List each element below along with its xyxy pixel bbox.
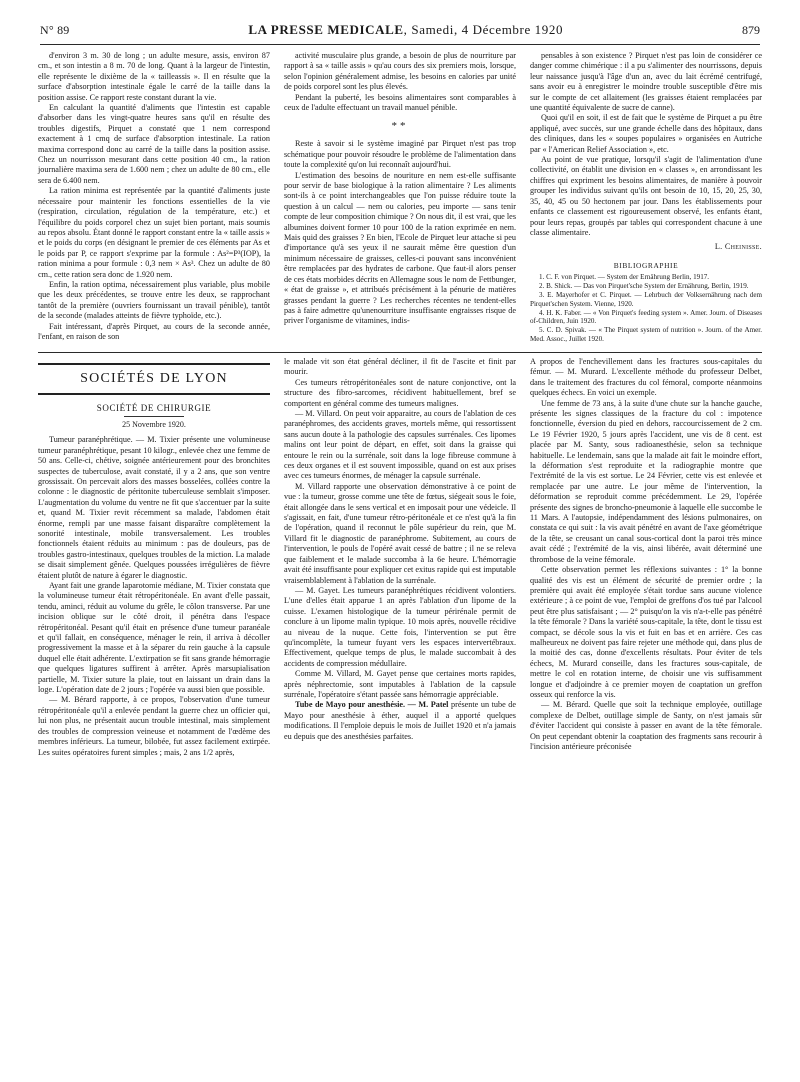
paragraph: — M. Bérard rapporte, à ce propos, l'observation d'une tumeur rétropéritonéale qu'il a enlevée pendant la guerre chez un officier qui, lui non plus, ne présentait aucun trouble intestinal, mais simplement des troubles de compression veineuse et notamment de l'œdème des membres inférieurs. La tumeur, bilobée, fut assez facilement extirpée. Les suites opératoires furent simples ; mais, 2 ans 1/2 après, (38, 695, 270, 757)
section-break-ornament: ** (391, 120, 409, 133)
paragraph: d'environ 3 m. 30 de long ; un adulte mesure, assis, environ 87 cm., et son intestin a 8 m. 70 de long. Quant à la largeur de l'intestin, elle représente le dixième de la « tailleassis ». Il en résulte que la surface d'absorption intestinale égale le carré de la taille dans la position assise. Ce rapport reste constant durant la vie. (38, 51, 270, 102)
paragraph: — M. Bérard. Quelle que soit la technique employée, outillage complexe de Delbet, outillage simple de Santy, on n'est jamais sûr d'éviter l'accident qui consiste à passer en avant de la tête fémorale. On peut cependant obtenir la coaptation des fragments sans recourir à l'incision antérieure préconisée (530, 700, 762, 752)
section-divider-wrap (0, 344, 800, 353)
paragraph: Quoi qu'il en soit, il est de fait que le système de Pirquet a pu être appliqué, avec succès, sur une grande échelle dans des hôpitaux, dans des cliniques, dans les « soupes populaires » organisées en Autriche par « l'American Relief Association », etc. (530, 113, 762, 154)
societes-column-2 (284, 357, 516, 758)
bibliography-heading: BIBLIOGRAPHIE (613, 260, 679, 270)
bibliography-item: 5. C. D. Spivak. — « The Pirquet system of nutrition ». Journ. of the Amer. Med. Assoc., Juillet 1920. (530, 326, 762, 344)
bibliography-item: 3. E. Mayerhofer et C. Pirquet. — Lehrbuch der Volksernährung nach dem Pirquet'schen System. Vienne, 1920. (530, 290, 762, 308)
publication-date: , Samedi, 4 Décembre 1920 (403, 22, 564, 37)
column-2 (284, 51, 516, 344)
meeting-date: 25 Novembre 1920. (122, 420, 186, 430)
column-3 (530, 51, 762, 344)
subsection-heading (284, 700, 516, 742)
paragraph: Enfin, la ration optima, nécessairement plus variable, plus mobile que les deux précédentes, se trouve entre les deux, se rapprochant tantôt de la première (ouvriers fournissant un travail pénible), tantôt de la seconde (malades atteints de fièvre typhoïde, etc.). (38, 279, 270, 321)
bibliography-item: 4. H. K. Faber. — « Von Pirquet's feeding system ». Amer. Journ. of Diseases of-Children, Juin 1920. (530, 308, 762, 326)
paragraph: Pendant la puberté, les besoins alimentaires sont comparables à ceux de l'adulte effectuant un travail manuel pénible. (284, 92, 516, 113)
column-1 (38, 51, 270, 344)
paragraph: activité musculaire plus grande, a besoin de plus de nourriture par rapport à sa « taille assis » qu'au cours des six premiers mois, lorsque, selon l'opinion généralement admise, les besoins en calories par unité de poids corporel sont les plus élevés. (284, 51, 516, 92)
publication-name: LA PRESSE MEDICALE (248, 22, 404, 37)
section-title: SOCIÉTÉS DE LYON (38, 363, 270, 395)
paragraph: Fait intéressant, d'après Pirquet, au cours de la seconde année, l'enfant, en raison de son (38, 321, 270, 341)
societes-column-1 (38, 357, 270, 758)
societes-columns (0, 353, 800, 758)
paragraph: L'estimation des besoins de nouriture en nem est-elle suffisante pour servir de base biologique à la ration alimentaire ? Les aliments sont-ils à ce point interchangeables que l'on puisse réduire toute la question à un calcul — nem ou calories, peu importe — sans tenir compte de leur composition chimique ? On nous dit, il est vrai, que les albumines doivent former 10 pour 100 de la ration exprimée en nem. Mais quid des graisses ? En bien, l'Ecole de Pirquet leur attache si peu d'importance qu'à ses yeux il ne saurait même être question d'un minimum nécessaire de graisses, celles-ci pouvant sans inconvénient être remplacées par des hydrates de carbone. Que faut-il alors penser de ces états morbides décrits en Allemagne sous le nom de Fettbunger, « état de graisse », et attribués précisément à la pénurie de matières grasses pendant la guerre ? Les recherches récentes ne tendent-elles pas à faire admettre qu'unenourriture insuffisante engraisses risque de priver l'organisme de vitamines, indis- (284, 170, 516, 326)
publication-title (69, 22, 742, 38)
paragraph: M. Villard rapporte une observation démonstrative à ce point de vue : la tumeur, grosse comme une tête de fœtus, siégeait sous le foie, était allongée dans le sens vertical et en imposait pour une védeicle. Il s'agissait, en fait, d'une tumeur rétro-péritonéale et ce n'est qu'à la fin de l'opération, quand il reconnut le pôle supérieur du rein, que M. Villard fit le diagnostic de paranéphrome. Subitement, au cours de l'intervention, le pouls de l'opéré avait cessé de battre ; il ne se releva que faiblement et le malade succomba à la 6e heure. L'hémorragie avait été insuffisante pour expliquer cet exitus rapide qui est imputable vraisemblablement à l'ablation de la surrénale. (284, 481, 516, 585)
paragraph: A propos de l'enchevillement dans les fractures sous-capitales du fémur. — M. Murard. L'excellente méthode du professeur Delbet, dans le traitement des fractures du col fémoral, comporte néanmoins quelques échecs. En voici un exemple. (530, 356, 762, 398)
tube-mayo-title: Tube de Mayo pour anesthésie. — M. Patel (295, 700, 449, 710)
paragraph: En calculant la quantité d'aliments que l'intestin est capable d'absorber dans les vingt-quatre heures sans qu'il en résulte des troubles digestifs, Pirquet a constaté que 1 nem correspond exactement à 1 cmq de surface d'absorption intestinale. La ration maxima correspond donc au carré de la taille dans la position assise. Chez un nourrisson mesurant dans cette position 40 cm., la ration journalière maxima sera de 1.600 nem ; chez un adulte de 80 cm., elle sera de 6.400 nem. (38, 103, 270, 185)
top-article-columns (0, 45, 800, 344)
article-signature: L. Cheinisse. (714, 242, 762, 252)
tube-mayo-text: présente un tube de Mayo pour anesthésie à éther, auquel il a apporté quelques modifications. Il l'emploie depuis le mois de Juillet 1920 et n'a jamais eu depuis que des anesthésies parfaites. (284, 700, 516, 741)
paragraph: Au point de vue pratique, lorsqu'il s'agit de l'alimentation d'une collectivité, on établit une division en « classes », en arrondissant les chiffres qui expriment les besoins alimentaires, de manière à pouvoir grouper les individus suivant qu'ils ont besoin de 10, 15, 20, 25, 30, 35, 40, 45 ou 50 hectonem par jour. Dans les établissements pour enfants ce classement est rigoureusement observé, les enfants étant, pour leurs repas, groupés par tables qui correspondent chacune à une classe alimentaire. (530, 155, 762, 237)
paragraph: Comme M. Villard, M. Gayet pense que certaines morts rapides, après néphrectomie, sont imputables à l'ablation de la capsule surrénale, l'opératoire s'étant passée sans hémorragie appréciable. (284, 669, 516, 699)
masthead (0, 0, 800, 42)
paragraph: Ayant fait une grande laparotomie médiane, M. Tixier constata que la volumineuse tumeur était rétropéritonéale. En avant d'elle passait, tendu, aminci, réduit au volume du grêle, le côlon transverse. Par une incision oblique sur le côté droit, il pénétra dans l'espace rétropéritonéal. Pesant qu'il était en présence d'une tumeur paranéale et qu'il fallait, en conséquence, ménager le rein, il arriva à décoller progressivement la masse et à la séparer du rein gauche à la capsule duquel elle était adhérente. L'extirpation se fit sans grande hémorragie que quelques ligatures suffirent à arrêter. Après marsupialisation partielle, M. Tixier suture la plaie, tout en laissant un drain dans la loge. L'opération date de 2 jours ; l'opérée va aussi bien que possible. (38, 581, 270, 695)
paragraph: Reste à savoir si le système imaginé par Pirquet n'est pas trop schématique pour pouvoir résoudre le problème de l'alimentation dans toute la complexité qu'on lui reconnaît aujourd'hui. (284, 139, 516, 170)
subsection-title: SOCIÉTÉ DE CHIRURGIE (96, 402, 212, 413)
paragraph: — M. Villard. On peut voir apparaitre, au cours de l'ablation de ces paranéphromes, des accidents graves, mortels même, qui ressortissent sans aucun doute à la pathologie des capsules surrénales. Ces lipomes malins ont leur point de départ, en effet, soit dans la graisse qui entoure le rein ou la surrénale, soit dans la loge fibreuse commune à ces deux organes et il est souvent impossible, quand on est aux prises avec ces tumeurs énormes, de ménager la capsule surrénale. (284, 409, 516, 481)
paragraph: Une femme de 73 ans, à la suite d'une chute sur la hanche gauche, présente les signes classiques de la fracture du col : impotence fonctionnelle, éversion du pied en dehors, raccourcissement de 2 cm. Le 19 Février 1920, 5 jours après l'accident, une vis de 8 cent. est placée par M. Santy, sous radioanesthésie, selon sa technique habituelle. Le lendemain, sans que la malade ait fait le moindre effort, la déformation s'est reproduite et la radiographie montre que l'extrémité de la vis est sortue. Le 24 Février, cette vis est enlevée et remplacée par une autre. Le jour même de l'intervention, la déformation se reproduit comme précédemment. Le 29, l'opérée présente des signes de broncho-pneumonie à laquelle elle succombe le 11 Mars. A l'autopsie, indépendamment des lésions pulmonaires, on constata ce qui suit : la vis avait pénétré en avant de l'axe géométrique de la tête, se creusant un canal sous-cortical dont la paroi très mince avait cédé ; l'extrémité de la vis, ainsi libérée, avait déterminé une thrombose de la veine fémorale. (530, 398, 762, 564)
paragraph: Cette observation permet les réflexions suivantes : 1° la bonne qualité des vis est un élément de sécurité de premier ordre ; la première qui avait été employée s'était tordue sans aucune violence extérieure ; à ce point de vue, l'emploi de greffons d'os tué par l'alcool peut être plus satisfaisant ; — 2° puisqu'on la vis n'a-t-elle pas pénétré la tête fémorale ? Dans la variété sous-capitale, la tête, dont le tissu est compact, se décole sous la vis et fuit en bas et en arrière. Ces cas malheureux ne doivent pas faire rejeter une méthode qui, dans plus de la moitié des cas, donne d'excellents résultats. Pour éviter de tels échecs, M. Murard conseille, dans les fractures sous-capitale, de mettre le col en rotation interne, de choisir une vis suffisamment longue et d'adjoindre à ce premier moyen de coaptation un greffon osseux qui renforce la vis. (530, 565, 762, 699)
paragraph: Ces tumeurs rétropéritonéales sont de nature conjonctive, ont la structure des fibro-sarcomes, récidivent habituellement, bref se comportent en général comme des tumeurs malignes. (284, 377, 516, 408)
bibliography-item: 1. C. F. von Pirquet. — System der Ernährung Berlin, 1917. (539, 273, 710, 282)
paragraph: Tumeur paranéphrétique. — M. Tixier présente une volumineuse tumeur paranéphrétique, pesant 10 kilogr., enlevée chez une femme de 50 ans. Celle-ci, chétive, soignée antérieurement pour des bronchites suspectes de tuberculose, avait constaté, il y a 2 ans, que son ventre grossissait. On percevait alors des masses bosselées, collées contre la colonne : le diagnostic de péritonite tuberculeuse semblait s'imposer. L'augmentation du volume du ventre ne fit que s'accentuer par la suite et, quand M. Tixier revit récemment sa malade, l'abdomen était énorme, rempli par une masse faisant disparaître complètement la sonorité intestinale, mobile transversalement. Les troubles fonctionnels étaient réduits au minimum : pas de douleurs, pas de troubles gastro-intestinaux, quelques troubles de la miction. La malade se disait simplement gênée. Quelques poussées irrégulières de fièvre étaient plutôt de nature à égarer le diagnostic. (38, 435, 270, 580)
paragraph: pensables à son existence ? Pirquet n'est pas loin de considérer ce danger comme chimérique : il a pu s'alimenter des nourrissons, depuis leur naissance jusqu'à l'âge d'un an, avec du lait écrémé centrifugé, sans avoir eu à enregistrer le moindre trouble susceptible d'être mis sur le compte de cet allaitement (les graisses étaient remplacées par une quantité équivalente de sucre de canne). (530, 51, 762, 113)
bibliography-list (530, 273, 762, 344)
page-number: 879 (742, 23, 760, 37)
societes-column-3 (530, 357, 762, 758)
paragraph: — M. Gayet. Les tumeurs paranéphrétiques récidivent volontiers. L'une d'elles était apparue 1 an après l'ablation d'un lipome de la cuisse. L'examen histologique de la tumeur périrénale permit de conclure à un lipome malin typique. 10 mois après, nouvelle récidive au niveau de la nuque. Cette fois, l'intervention se put être qu'incomplète, la tumeur fuyant vers les espaces intervertébraux. Effectivement, quelque temps de plus, le malade succombait à des accidents de compression médullaire. (284, 585, 516, 668)
paragraph: La ration minima est représentée par la quantité d'aliments juste nécessaire pour maintenir les fonctions essentielles de la vie (respiration, circulation, régulation de la température, etc.) et l'équilibre du poids corporel chez un sujet bien portant, mais soumis au repos absolu. Étant donné le rapport constant entre la « taille assis » et le poids du corps (en désignant le premier de ces éléments par As et le poids par P, ce rapport s'exprime par la formule : As²=P³(IOP), la ration minima a pour formule : 0,3 nem × As³. Chez un adulte de 80 cm., cette ration sera donc de 1.920 nem. (38, 186, 270, 279)
subsection-rule (124, 416, 184, 417)
paragraph: le malade vit son état général décliner, il fit de l'ascite et finit par mourir. (284, 356, 516, 377)
bibliography-item: 2. B. Shick. — Das von Pirquet'sche System der Ernährung, Berlin, 1919. (539, 281, 749, 290)
issue-number: N° 89 (40, 23, 70, 37)
